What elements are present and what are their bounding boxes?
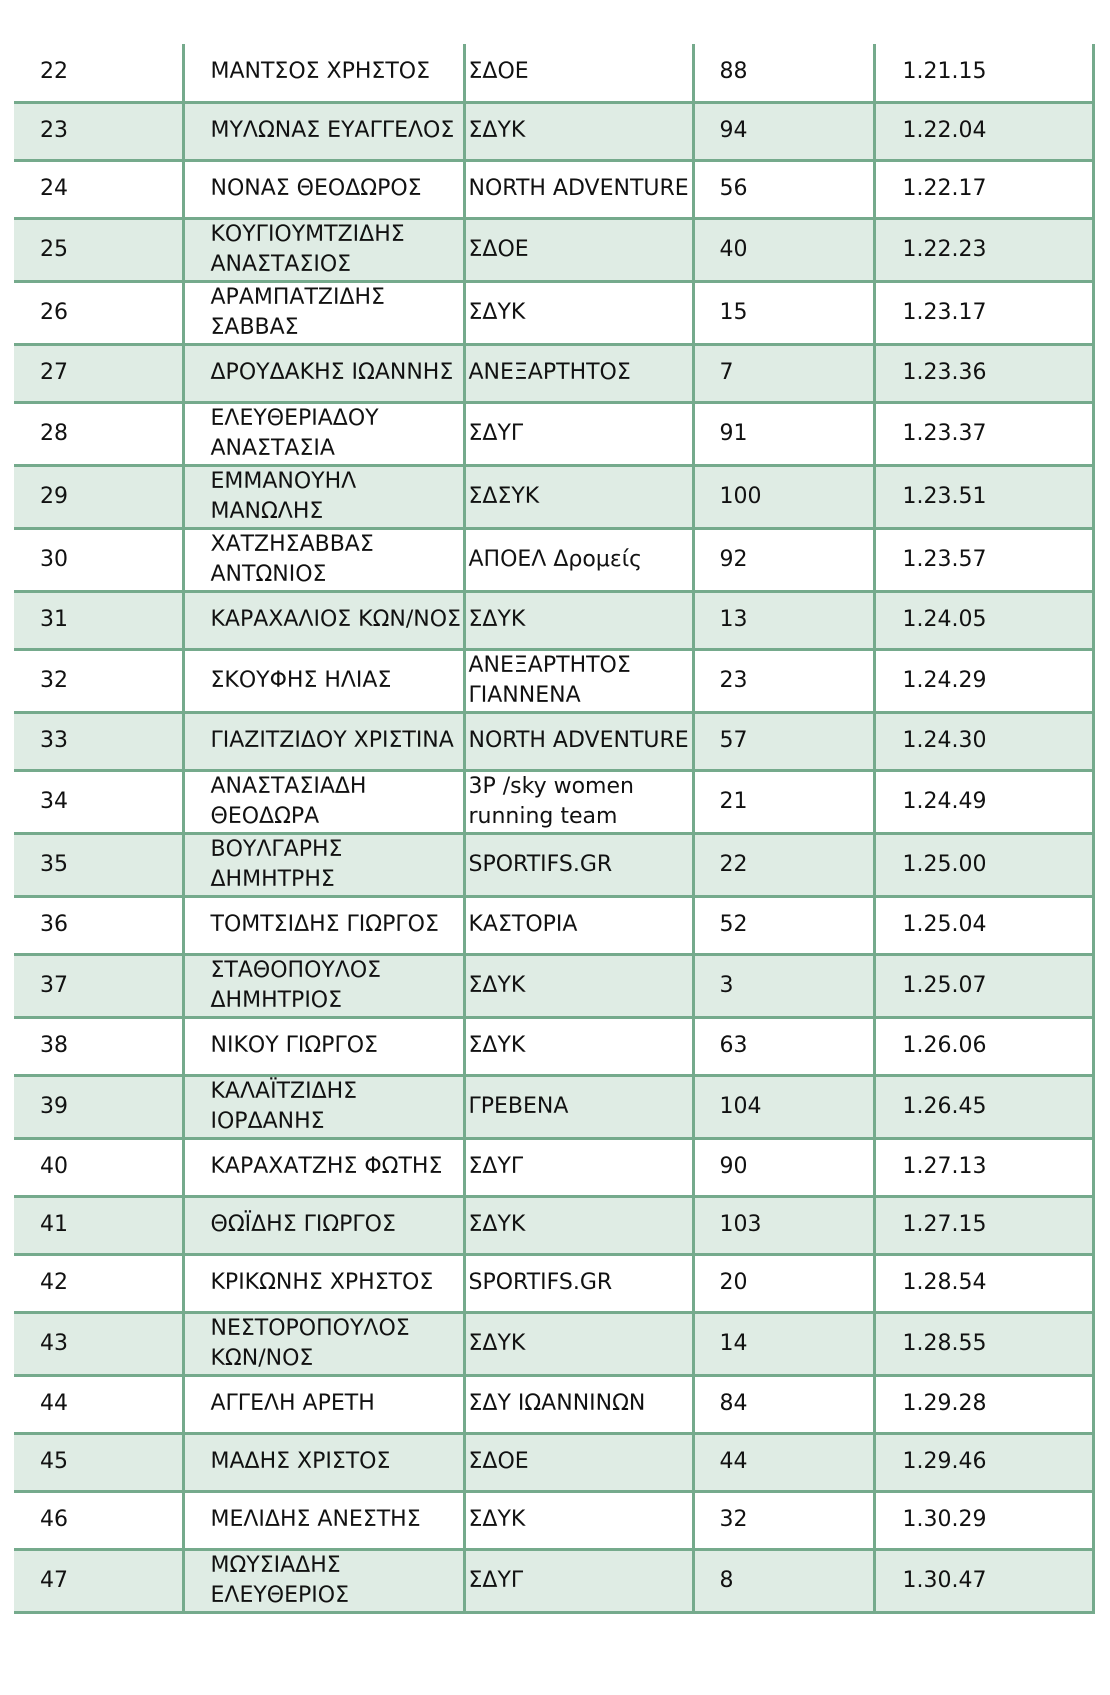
finish-time-text: 1.23.17 [902, 299, 987, 325]
table-row [14, 1312, 1094, 1375]
position-text: 31 [40, 607, 68, 632]
position-cell [14, 1491, 183, 1549]
position-cell [14, 1138, 183, 1196]
bib-number-cell [693, 954, 874, 1017]
club-text: ΣΔΥΚ [468, 1212, 526, 1237]
bib-number-text: 8 [719, 1567, 734, 1593]
position-text: 38 [40, 1033, 68, 1058]
position-cell [14, 591, 183, 649]
position-cell [14, 896, 183, 954]
bib-number-text: 22 [719, 851, 748, 877]
position-text: 32 [40, 667, 68, 693]
bib-number-text: 23 [719, 667, 748, 693]
athlete-name-text: ΘΩΪΔΗΣ ΓΙΩΡΓΟΣ [210, 1212, 396, 1237]
bib-number-text: 63 [719, 1033, 748, 1058]
athlete-name-cell [183, 1549, 464, 1612]
bib-number-text: 88 [719, 59, 748, 85]
table-row [14, 1017, 1094, 1075]
finish-time-text: 1.25.00 [902, 851, 987, 877]
position-cell [14, 1017, 183, 1075]
bib-number-cell [693, 1312, 874, 1375]
finish-time-cell [874, 591, 1094, 649]
athlete-name-cell [183, 281, 464, 344]
table-row [14, 833, 1094, 896]
club-cell [464, 44, 693, 102]
table-row [14, 160, 1094, 218]
finish-time-cell [874, 1075, 1094, 1138]
bib-number-text: 7 [719, 360, 734, 385]
bib-number-cell [693, 591, 874, 649]
club-text: NORTH ADVENTURE [468, 728, 689, 753]
finish-time-text: 1.22.17 [902, 176, 987, 201]
athlete-name-text: ΚΑΛΑΪΤΖΙΔΗΣ ΙΟΡΔΑΝΗΣ [210, 1078, 358, 1134]
finish-time-cell [874, 1549, 1094, 1612]
club-text: ΓΡΕΒΕΝΑ [468, 1093, 569, 1119]
position-text: 23 [40, 118, 68, 143]
bib-number-text: 40 [719, 236, 748, 262]
finish-time-text: 1.28.54 [902, 1270, 987, 1295]
club-cell [464, 1017, 693, 1075]
position-cell [14, 160, 183, 218]
position-text: 47 [40, 1567, 68, 1593]
athlete-name-cell [183, 1375, 464, 1433]
table-row [14, 649, 1094, 712]
table-row [14, 465, 1094, 528]
finish-time-cell [874, 649, 1094, 712]
position-text: 44 [40, 1391, 68, 1416]
club-cell [464, 528, 693, 591]
athlete-name-cell [183, 1254, 464, 1312]
position-cell [14, 1312, 183, 1375]
bib-number-cell [693, 465, 874, 528]
athlete-name-cell [183, 1196, 464, 1254]
club-cell [464, 102, 693, 160]
finish-time-text: 1.28.55 [902, 1330, 987, 1356]
finish-time-cell [874, 1017, 1094, 1075]
athlete-name-text: ΣΤΑΘΟΠΟΥΛΟΣ ΔΗΜΗΤΡΙΟΣ [210, 957, 382, 1013]
club-cell [464, 344, 693, 402]
athlete-name-text: ΔΡΟΥΔΑΚΗΣ ΙΩΑΝΝΗΣ [210, 360, 454, 385]
athlete-name-cell [183, 649, 464, 712]
position-text: 40 [40, 1154, 68, 1179]
finish-time-text: 1.30.29 [902, 1507, 987, 1532]
athlete-name-cell [183, 465, 464, 528]
club-cell [464, 160, 693, 218]
finish-time-cell [874, 833, 1094, 896]
position-text: 28 [40, 420, 68, 446]
athlete-name-text: ΝΙΚΟΥ ΓΙΩΡΓΟΣ [210, 1033, 378, 1058]
position-cell [14, 833, 183, 896]
club-cell [464, 281, 693, 344]
club-text: ΣΔΥΓ [468, 420, 524, 446]
position-cell [14, 1254, 183, 1312]
position-text: 45 [40, 1449, 68, 1474]
club-text: ΑΝΕΞΑΡΤΗΤΟΣ ΓΙΑΝΝΕΝΑ [468, 652, 631, 708]
finish-time-text: 1.26.45 [902, 1093, 987, 1119]
table-row [14, 1549, 1094, 1612]
athlete-name-text: ΕΜΜΑΝΟΥΗΛ ΜΑΝΩΛΗΣ [210, 468, 357, 524]
finish-time-text: 1.23.57 [902, 546, 987, 572]
club-cell [464, 402, 693, 465]
club-cell [464, 896, 693, 954]
club-cell [464, 712, 693, 770]
position-text: 24 [40, 176, 68, 201]
athlete-name-text: ΝΟΝΑΣ ΘΕΟΔΩΡΟΣ [210, 176, 422, 201]
table-row [14, 712, 1094, 770]
position-cell [14, 528, 183, 591]
athlete-name-text: ΚΑΡΑΧΑΛΙΟΣ ΚΩΝ/ΝΟΣ [210, 607, 461, 632]
club-cell [464, 1549, 693, 1612]
club-text: ΣΔΥΚ [468, 1033, 526, 1058]
finish-time-cell [874, 770, 1094, 833]
athlete-name-cell [183, 770, 464, 833]
club-text: ΣΔΣΥΚ [468, 483, 540, 509]
finish-time-cell [874, 344, 1094, 402]
table-row [14, 1196, 1094, 1254]
athlete-name-cell [183, 1433, 464, 1491]
finish-time-cell [874, 102, 1094, 160]
club-cell [464, 1075, 693, 1138]
athlete-name-text: ΑΝΑΣΤΑΣΙΑΔΗ ΘΕΟΔΩΡΑ [210, 773, 367, 829]
finish-time-cell [874, 160, 1094, 218]
finish-time-text: 1.29.46 [902, 1449, 987, 1474]
position-text: 33 [40, 728, 68, 753]
table-row [14, 102, 1094, 160]
club-text: ΣΔΥΚ [468, 1507, 526, 1532]
finish-time-cell [874, 896, 1094, 954]
finish-time-text: 1.24.49 [902, 788, 987, 814]
finish-time-cell [874, 465, 1094, 528]
club-cell [464, 1491, 693, 1549]
finish-time-cell [874, 528, 1094, 591]
bib-number-cell [693, 281, 874, 344]
athlete-name-text: ΚΟΥΓΙΟΥΜΤΖΙΔΗΣ ΑΝΑΣΤΑΣΙΟΣ [210, 221, 405, 277]
bib-number-cell [693, 1017, 874, 1075]
position-text: 27 [40, 360, 68, 385]
club-cell [464, 1138, 693, 1196]
finish-time-text: 1.22.23 [902, 236, 987, 262]
club-cell [464, 1196, 693, 1254]
bib-number-text: 104 [719, 1093, 762, 1119]
athlete-name-cell [183, 102, 464, 160]
club-cell [464, 833, 693, 896]
finish-time-text: 1.30.47 [902, 1567, 987, 1593]
club-text: ΣΔΥ ΙΩΑΝΝΙΝΩΝ [468, 1391, 646, 1416]
table-row [14, 1138, 1094, 1196]
bib-number-cell [693, 1075, 874, 1138]
club-text: ΣΔΥΚ [468, 118, 526, 143]
club-cell [464, 591, 693, 649]
bib-number-text: 92 [719, 546, 748, 572]
finish-time-cell [874, 1196, 1094, 1254]
table-row [14, 344, 1094, 402]
bib-number-cell [693, 344, 874, 402]
club-text: ΣΔΥΚ [468, 299, 526, 325]
position-text: 22 [40, 59, 68, 85]
position-text: 43 [40, 1330, 68, 1356]
position-text: 37 [40, 972, 68, 998]
finish-time-cell [874, 1375, 1094, 1433]
position-text: 34 [40, 788, 68, 814]
club-text: ΣΔΥΚ [468, 972, 526, 998]
bib-number-text: 14 [719, 1330, 748, 1356]
athlete-name-cell [183, 712, 464, 770]
table-row [14, 218, 1094, 281]
finish-time-cell [874, 281, 1094, 344]
club-text: NORTH ADVENTURE [468, 176, 689, 201]
club-text: ΣΔΥΚ [468, 607, 526, 632]
club-cell [464, 1375, 693, 1433]
bib-number-text: 100 [719, 483, 762, 509]
athlete-name-cell [183, 1312, 464, 1375]
athlete-name-text: ΣΚΟΥΦΗΣ ΗΛΙΑΣ [210, 667, 392, 693]
position-text: 29 [40, 483, 68, 509]
bib-number-cell [693, 770, 874, 833]
athlete-name-text: ΕΛΕΥΘΕΡΙΑΔΟΥ ΑΝΑΣΤΑΣΙΑ [210, 405, 379, 461]
athlete-name-text: ΧΑΤΖΗΣΑΒΒΑΣ ΑΝΤΩΝΙΟΣ [210, 531, 374, 587]
bib-number-text: 103 [719, 1212, 762, 1237]
position-text: 25 [40, 236, 68, 262]
athlete-name-text: ΜΑΝΤΣΟΣ ΧΡΗΣΤΟΣ [210, 59, 430, 85]
position-cell [14, 954, 183, 1017]
table-row [14, 1375, 1094, 1433]
table-row [14, 770, 1094, 833]
position-text: 41 [40, 1212, 68, 1237]
club-cell [464, 1254, 693, 1312]
bib-number-text: 57 [719, 728, 748, 753]
bib-number-cell [693, 218, 874, 281]
results-table-body [14, 44, 1094, 1612]
club-cell [464, 465, 693, 528]
club-cell [464, 649, 693, 712]
position-text: 39 [40, 1093, 68, 1119]
athlete-name-text: ΑΓΓΕΛΗ ΑΡΕΤΗ [210, 1391, 375, 1416]
table-row [14, 281, 1094, 344]
position-cell [14, 281, 183, 344]
club-text: ΣΔΟΕ [468, 236, 529, 262]
position-cell [14, 218, 183, 281]
position-text: 35 [40, 851, 68, 877]
finish-time-text: 1.25.07 [902, 972, 987, 998]
athlete-name-text: ΝΕΣΤΟΡΟΠΟΥΛΟΣ ΚΩΝ/ΝΟΣ [210, 1315, 410, 1371]
athlete-name-cell [183, 591, 464, 649]
position-text: 26 [40, 299, 68, 325]
finish-time-cell [874, 1433, 1094, 1491]
club-cell [464, 770, 693, 833]
finish-time-cell [874, 712, 1094, 770]
position-text: 42 [40, 1270, 68, 1295]
club-text: ΑΝΕΞΑΡΤΗΤΟΣ [468, 360, 631, 385]
table-row [14, 1491, 1094, 1549]
bib-number-cell [693, 833, 874, 896]
athlete-name-cell [183, 1075, 464, 1138]
bib-number-text: 52 [719, 912, 748, 937]
bib-number-cell [693, 402, 874, 465]
finish-time-cell [874, 1312, 1094, 1375]
bib-number-text: 3 [719, 972, 734, 998]
position-cell [14, 1196, 183, 1254]
athlete-name-cell [183, 160, 464, 218]
bib-number-text: 90 [719, 1154, 748, 1179]
bib-number-cell [693, 896, 874, 954]
club-cell [464, 1312, 693, 1375]
table-row [14, 528, 1094, 591]
finish-time-text: 1.24.29 [902, 667, 987, 693]
bib-number-text: 15 [719, 299, 748, 325]
finish-time-cell [874, 954, 1094, 1017]
bib-number-text: 32 [719, 1507, 748, 1532]
athlete-name-text: ΜΕΛΙΔΗΣ ΑΝΕΣΤΗΣ [210, 1507, 421, 1532]
position-text: 36 [40, 912, 68, 937]
finish-time-cell [874, 1491, 1094, 1549]
position-cell [14, 44, 183, 102]
finish-time-cell [874, 402, 1094, 465]
bib-number-text: 20 [719, 1270, 748, 1295]
bib-number-cell [693, 1549, 874, 1612]
table-row [14, 954, 1094, 1017]
bib-number-cell [693, 44, 874, 102]
athlete-name-text: ΑΡΑΜΠΑΤΖΙΔΗΣ ΣΑΒΒΑΣ [210, 284, 385, 340]
finish-time-text: 1.23.51 [902, 483, 987, 509]
position-cell [14, 770, 183, 833]
athlete-name-text: ΚΡΙΚΩΝΗΣ ΧΡΗΣΤΟΣ [210, 1270, 434, 1295]
position-cell [14, 1433, 183, 1491]
table-row [14, 1254, 1094, 1312]
bib-number-cell [693, 649, 874, 712]
club-text: SPORTIFS.GR [468, 1270, 613, 1295]
position-cell [14, 649, 183, 712]
bib-number-cell [693, 1491, 874, 1549]
finish-time-text: 1.25.04 [902, 912, 987, 937]
athlete-name-cell [183, 1491, 464, 1549]
bib-number-cell [693, 1433, 874, 1491]
finish-time-cell [874, 1254, 1094, 1312]
bib-number-text: 94 [719, 118, 748, 143]
bib-number-cell [693, 1196, 874, 1254]
finish-time-text: 1.23.37 [902, 420, 987, 446]
athlete-name-cell [183, 218, 464, 281]
bib-number-text: 13 [719, 607, 748, 632]
bib-number-cell [693, 1375, 874, 1433]
athlete-name-text: ΜΥΛΩΝΑΣ ΕΥΑΓΓΕΛΟΣ [210, 118, 455, 143]
athlete-name-cell [183, 1017, 464, 1075]
athlete-name-cell [183, 528, 464, 591]
finish-time-text: 1.23.36 [902, 360, 987, 385]
athlete-name-cell [183, 833, 464, 896]
finish-time-text: 1.24.30 [902, 728, 987, 753]
position-cell [14, 1549, 183, 1612]
athlete-name-text: ΓΙΑΖΙΤΖΙΔΟΥ ΧΡΙΣΤΙΝΑ [210, 728, 454, 753]
finish-time-cell [874, 1138, 1094, 1196]
position-text: 30 [40, 546, 68, 572]
athlete-name-text: ΚΑΡΑΧΑΤΖΗΣ ΦΩΤΗΣ [210, 1154, 443, 1179]
position-cell [14, 1075, 183, 1138]
position-cell [14, 402, 183, 465]
athlete-name-cell [183, 954, 464, 1017]
club-text: ΣΔΥΓ [468, 1567, 524, 1593]
position-cell [14, 102, 183, 160]
club-cell [464, 1433, 693, 1491]
position-text: 46 [40, 1507, 68, 1532]
club-cell [464, 954, 693, 1017]
club-text: ΣΔΥΓ [468, 1154, 524, 1179]
club-text: ΑΠΟΕΛ Δρομείς [468, 546, 643, 572]
athlete-name-cell [183, 896, 464, 954]
bib-number-text: 21 [719, 788, 748, 814]
finish-time-cell [874, 44, 1094, 102]
finish-time-text: 1.27.15 [902, 1212, 987, 1237]
athlete-name-text: ΒΟΥΛΓΑΡΗΣ ΔΗΜΗΤΡΗΣ [210, 836, 343, 892]
bib-number-text: 91 [719, 420, 748, 446]
bib-number-cell [693, 528, 874, 591]
bib-number-cell [693, 160, 874, 218]
athlete-name-cell [183, 402, 464, 465]
club-text: 3P /sky women running team [468, 773, 634, 829]
athlete-name-cell [183, 344, 464, 402]
bib-number-cell [693, 1254, 874, 1312]
club-text: SPORTIFS.GR [468, 851, 613, 877]
position-cell [14, 712, 183, 770]
table-row [14, 44, 1094, 102]
finish-time-text: 1.29.28 [902, 1391, 987, 1416]
table-row [14, 591, 1094, 649]
table-row [14, 1433, 1094, 1491]
position-cell [14, 344, 183, 402]
position-cell [14, 1375, 183, 1433]
finish-time-text: 1.27.13 [902, 1154, 987, 1179]
bib-number-cell [693, 102, 874, 160]
position-cell [14, 465, 183, 528]
bib-number-cell [693, 1138, 874, 1196]
table-row [14, 402, 1094, 465]
athlete-name-cell [183, 44, 464, 102]
athlete-name-text: ΜΑΔΗΣ ΧΡΙΣΤΟΣ [210, 1449, 391, 1474]
athlete-name-cell [183, 1138, 464, 1196]
bib-number-text: 56 [719, 176, 748, 201]
athlete-name-text: ΤΟΜΤΣΙΔΗΣ ΓΙΩΡΓΟΣ [210, 912, 439, 937]
club-text: ΣΔΥΚ [468, 1330, 526, 1356]
table-row [14, 896, 1094, 954]
club-cell [464, 218, 693, 281]
bib-number-cell [693, 712, 874, 770]
finish-time-text: 1.21.15 [902, 59, 987, 85]
results-table [14, 44, 1095, 1614]
club-text: ΣΔΟΕ [468, 59, 529, 85]
bib-number-text: 84 [719, 1391, 748, 1416]
finish-time-text: 1.22.04 [902, 118, 987, 143]
table-row [14, 1075, 1094, 1138]
athlete-name-text: ΜΩΥΣΙΑΔΗΣ ΕΛΕΥΘΕΡΙΟΣ [210, 1552, 349, 1608]
finish-time-text: 1.24.05 [902, 607, 987, 632]
finish-time-text: 1.26.06 [902, 1033, 987, 1058]
finish-time-cell [874, 218, 1094, 281]
club-text: ΚΑΣΤΟΡΙΑ [468, 912, 578, 937]
club-text: ΣΔΟΕ [468, 1449, 529, 1474]
bib-number-text: 44 [719, 1449, 748, 1474]
